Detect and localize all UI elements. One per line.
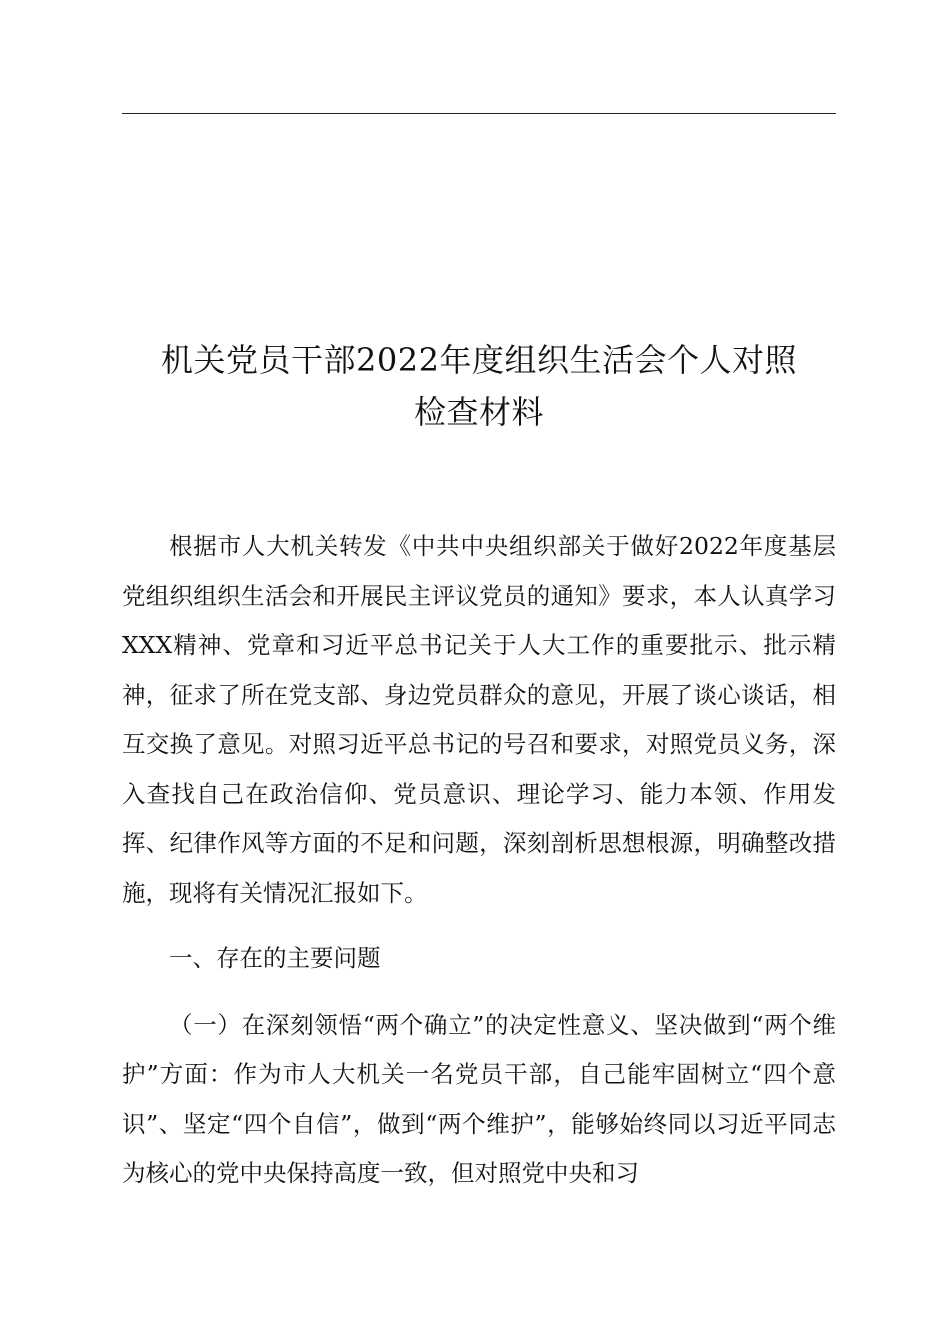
title-line-1: 机关党员干部2022年度组织生活会个人对照 — [161, 341, 797, 379]
header-rule — [122, 113, 836, 114]
section-heading-1: 一、存在的主要问题 — [169, 944, 381, 972]
intro-paragraph: 根据市人大机关转发《中共中央组织部关于做好2022年度基层党组织组织生活会和开展民主评议党员的通知》要求，本人认真学习XXX精神、党章和习近平总书记关于人大工作的重要批示、批示精神，征求了所在党支部、身边党员群众的意见，开展了谈心谈话，相互交换了意见。对照习近平总书记的号召和要求，对照党员义务，深入查找自己在政治信仰、党员意识、理论学习、能力本领、作用发挥、纪律作风等方面的不足和问题，深刻剖析思想根源，明确整改措施，现将有关情况汇报如下。 — [122, 532, 836, 907]
subsection-paragraph-1: （一）在深刻领悟“两个确立”的决定性意义、坚决做到“两个维护”方面：作为市人大机关一名党员干部，自己能牢固树立“四个意识”、坚定“四个自信”，做到“两个维护”，能够始终同以习近平同志为核心的党中央保持高度一致，但对照党中央和习 — [122, 1010, 836, 1187]
document-body — [122, 522, 836, 1199]
document-title — [122, 334, 836, 438]
title-line-2: 检查材料 — [413, 393, 544, 431]
